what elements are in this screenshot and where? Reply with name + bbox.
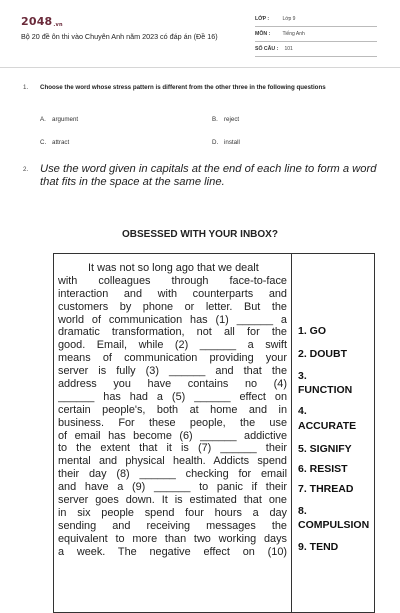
- capital-word: FUNCTION: [298, 384, 353, 396]
- column-divider: [291, 254, 292, 612]
- passage-text: [58, 262, 287, 558]
- logo-text: 2048: [21, 15, 53, 28]
- question-1-text: Choose the word whose stress pattern is different from the other three in the following questions: [40, 84, 326, 91]
- option-c-text: attract: [52, 139, 70, 146]
- capital-word: COMPULSION: [298, 519, 370, 531]
- capital-word: 5. SIGNIFY: [298, 443, 352, 455]
- meta-underline: [255, 26, 377, 27]
- passage-line: certain people's, both at home and in: [58, 403, 287, 416]
- option-c-letter: C.: [40, 139, 47, 146]
- passage-line: business. For these people, the use: [58, 416, 287, 429]
- capital-word: 4.: [298, 405, 307, 417]
- site-logo[interactable]: [21, 15, 63, 28]
- document-title: Bộ 20 đề ôn thi vào Chuyên Anh năm 2023 có đáp án (Đề 16): [21, 32, 218, 41]
- passage-line: dramatic transformation, not all for the: [58, 326, 287, 339]
- header-divider: [0, 67, 400, 68]
- passage-line: It was not so long ago that we dealt: [88, 262, 259, 274]
- capital-word: ACCURATE: [298, 420, 357, 432]
- meta-subject-value: Tiếng Anh: [282, 31, 305, 37]
- capital-word: 6. RESIST: [298, 463, 348, 475]
- meta-class-label: LỚP :: [255, 16, 270, 22]
- option-b-letter: B.: [212, 116, 218, 123]
- option-b[interactable]: [212, 116, 239, 123]
- option-c[interactable]: [40, 139, 69, 146]
- meta-underline: [255, 56, 377, 57]
- meta-count-label: SỐ CÂU :: [255, 46, 279, 52]
- passage-line: a week. The negative effect on (10): [58, 545, 287, 558]
- passage-line: world of communication has (1) ______ a: [58, 313, 287, 326]
- passage-line: customers by phone or letter. But the: [58, 300, 287, 313]
- passage-title: OBSESSED WITH YOUR INBOX?: [122, 229, 278, 240]
- meta-underline: [255, 41, 377, 42]
- passage-line: to the extent that it is (7) ______ their: [58, 442, 287, 455]
- passage-line: in six people spend four hours a day: [58, 506, 287, 519]
- capital-word: 1. GO: [298, 325, 327, 337]
- passage-line: sending and receiving messages the: [58, 519, 287, 532]
- passage-line: server is fully (3) ______ and that the: [58, 365, 287, 378]
- passage-line: equivalent to more than two working days: [58, 532, 287, 545]
- meta-count: [255, 46, 293, 52]
- capital-word: 7. THREAD: [298, 483, 354, 495]
- meta-class: [255, 16, 295, 22]
- capital-word: 8.: [298, 505, 307, 517]
- option-d[interactable]: [212, 139, 240, 146]
- option-a[interactable]: [40, 116, 78, 123]
- passage-line: good. Email, while (2) ______ a swift: [58, 339, 287, 352]
- logo-domain: .vn: [53, 22, 63, 28]
- capital-word: 3.: [298, 370, 307, 382]
- page-header: [0, 0, 400, 62]
- option-b-text: reject: [224, 116, 240, 123]
- option-a-letter: A.: [40, 116, 46, 123]
- question-2-text: Use the word given in capitals at the end of each line to form a word that fits in the space at the same line.: [40, 163, 377, 189]
- passage-line: of email has become (6) ______ addictive: [58, 429, 287, 442]
- meta-class-value: Lớp 9: [282, 16, 296, 22]
- meta-subject: [255, 31, 305, 37]
- passage-line: interaction and with counterparts and: [58, 287, 287, 300]
- passage-line: server goes down. It is estimated that one: [58, 494, 287, 507]
- passage-line: mental and physical health. Addicts spend: [58, 455, 287, 468]
- passage-line: with colleagues through face-to-face: [58, 274, 287, 287]
- capital-word: 9. TEND: [298, 541, 339, 553]
- meta-subject-label: MÔN :: [255, 31, 271, 37]
- question-1-number: 1.: [23, 84, 29, 91]
- option-a-text: argument: [52, 116, 79, 123]
- passage-line: ______ has had a (5) ______ effect on: [58, 390, 287, 403]
- passage-line: means of communication providing your: [58, 352, 287, 365]
- passage-line: and have a (9) ______ to panic if their: [58, 481, 287, 494]
- meta-count-value: 101: [284, 46, 293, 52]
- option-d-text: install: [224, 139, 240, 146]
- passage-line: address you have contains no (4): [58, 378, 287, 391]
- passage-table: [53, 253, 375, 613]
- capital-word: 2. DOUBT: [298, 348, 348, 360]
- passage-line: their day (8) ______ checking for email: [58, 468, 287, 481]
- question-2-number: 2.: [23, 166, 29, 173]
- option-d-letter: D.: [212, 139, 219, 146]
